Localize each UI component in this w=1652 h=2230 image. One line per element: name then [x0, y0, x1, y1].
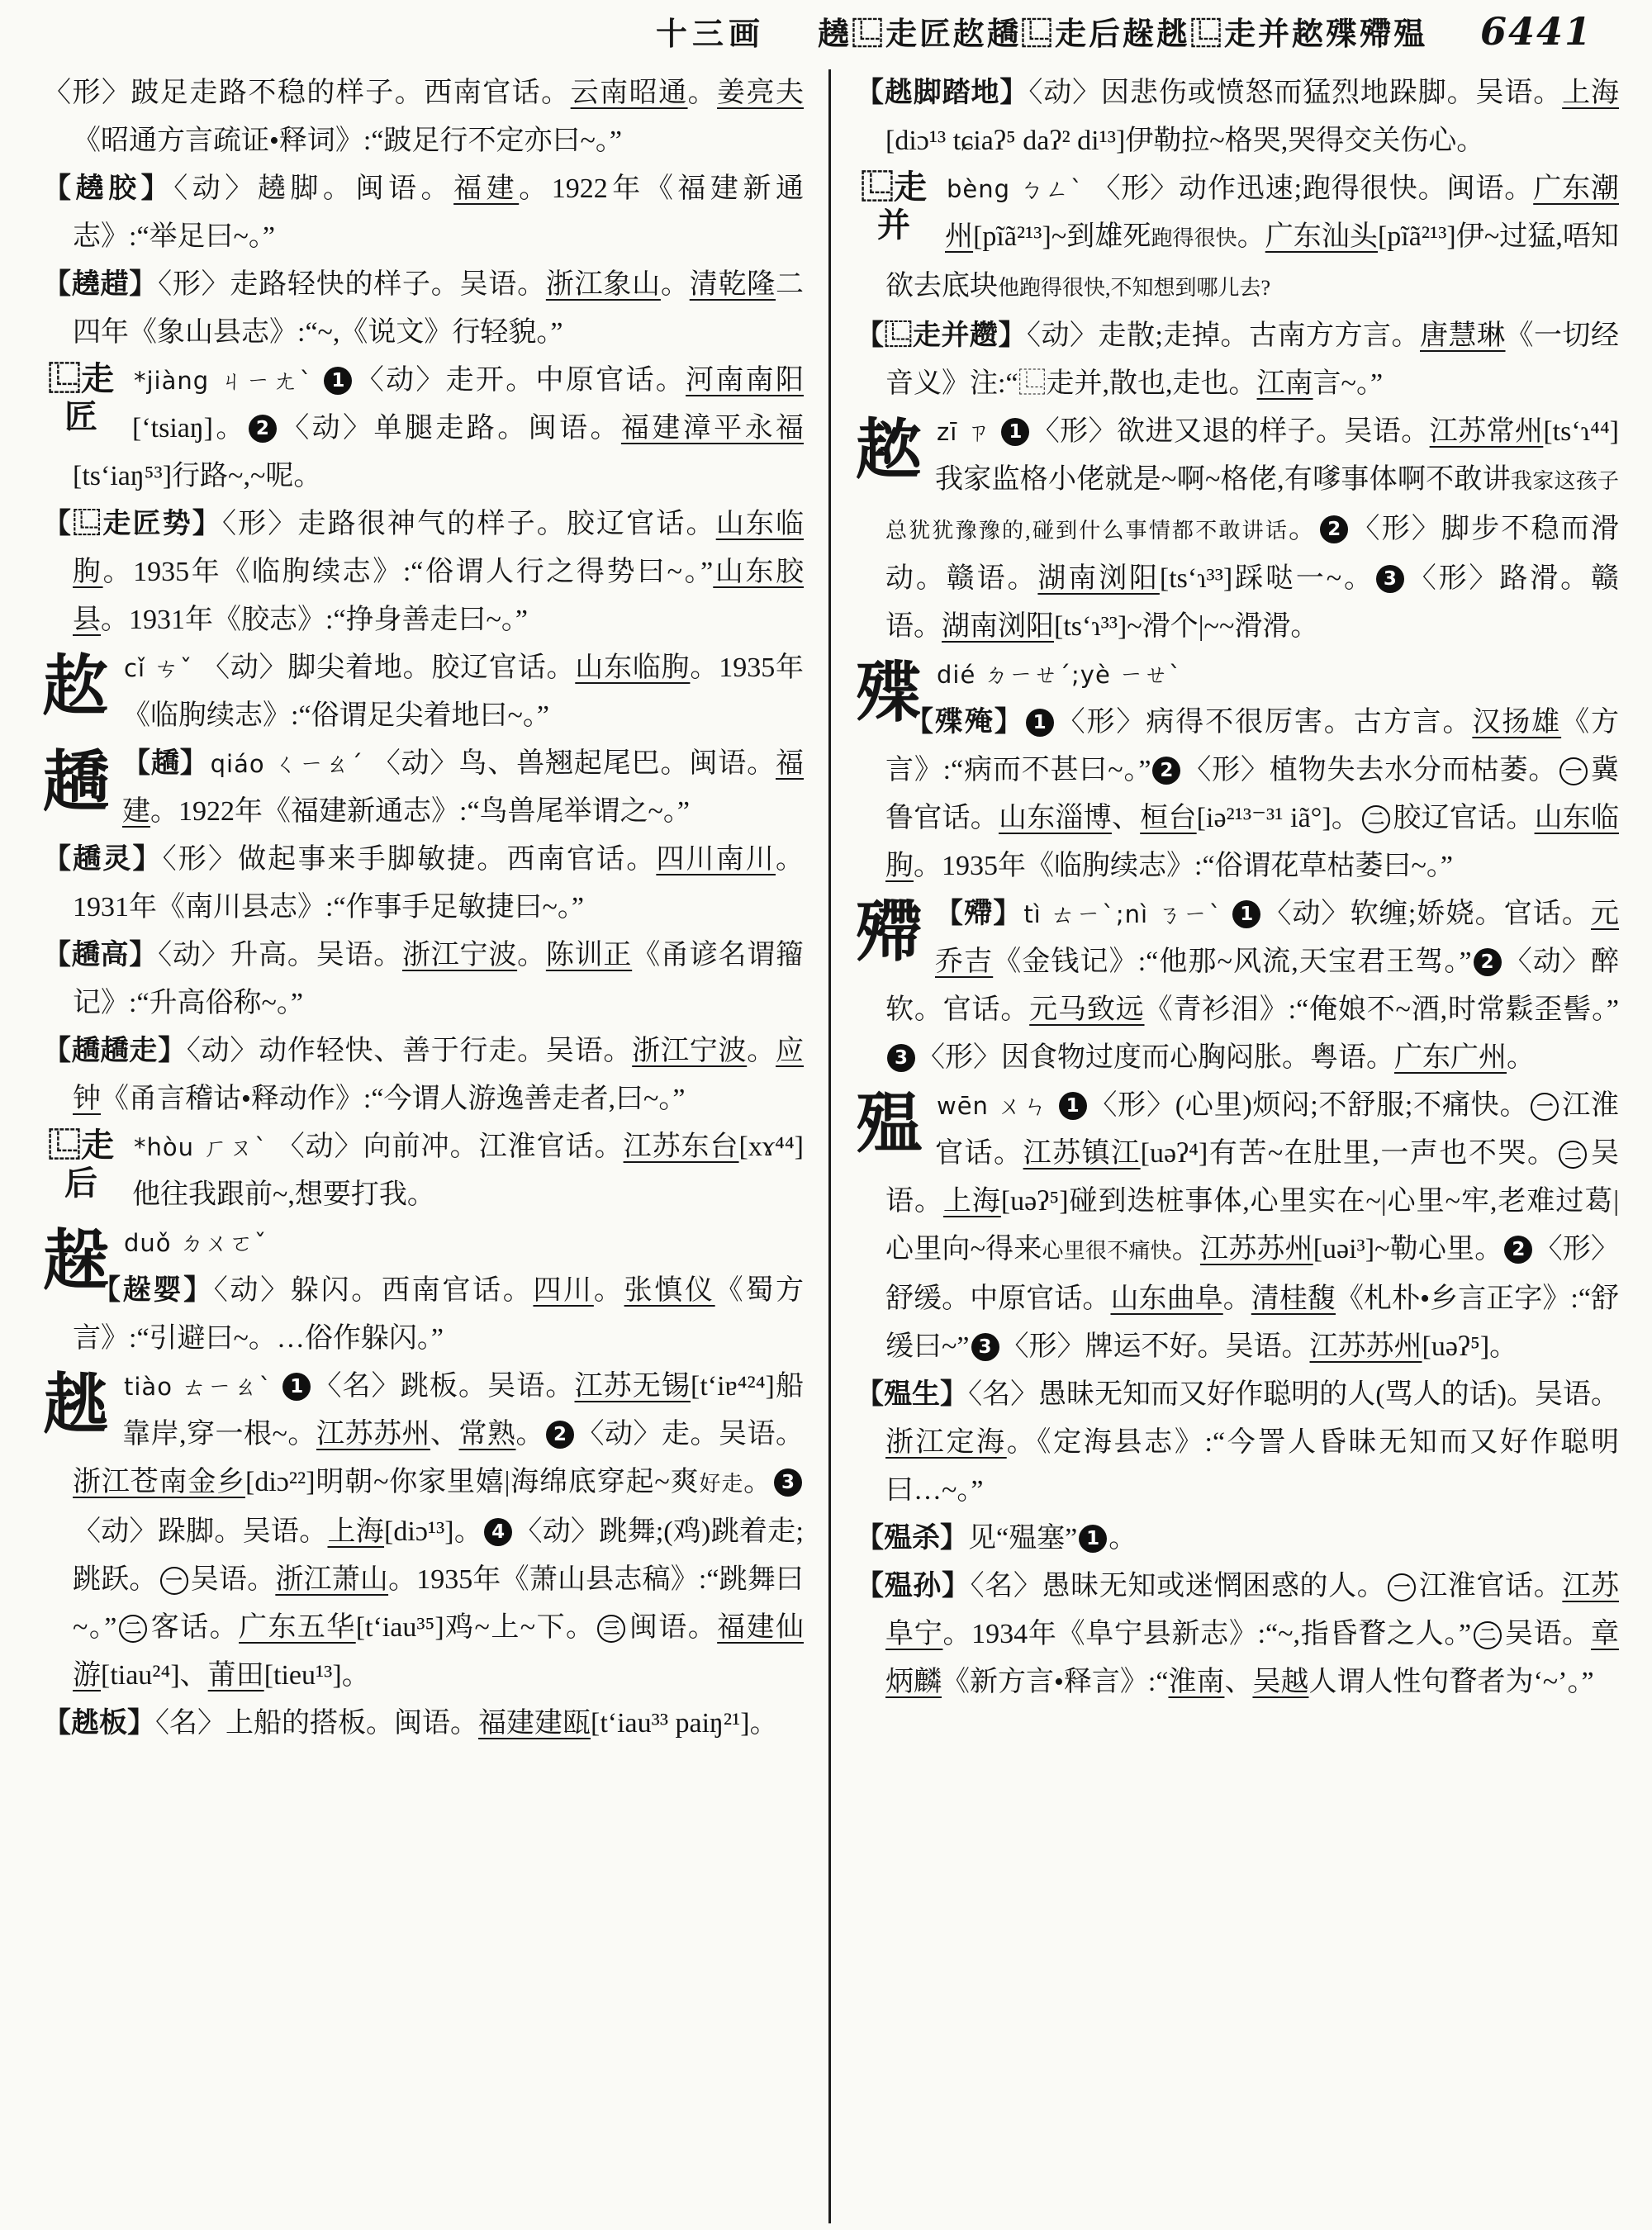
proper-noun: 河南南阳	[686, 365, 804, 396]
dictionary-entry: 【殟生】〈名〉愚昧无知而又好作聪明的人(骂人的话)。吴语。浙江定海。《定海县志》:“今詈人昏昧无知而又好作聪明曰…~。”	[856, 1379, 1619, 1506]
proper-noun: 吴越	[1252, 1667, 1309, 1697]
proper-noun: 浙江苍南金乡	[73, 1467, 245, 1497]
left-column	[43, 69, 831, 2223]
pronunciation: qiáo ㄑㄧㄠˊ	[210, 750, 364, 778]
proper-noun: 桓台	[1140, 803, 1197, 833]
proper-noun: 常熟	[458, 1419, 516, 1450]
pronunciation: *jiàng ㄐㄧㄤˋ	[134, 367, 315, 395]
proper-noun: 江苏苏州	[316, 1419, 430, 1450]
gloss-note: 他跑得很快,不知想到哪儿去?	[998, 276, 1271, 300]
proper-noun: 清桂馥	[1251, 1283, 1336, 1314]
sense-number-badge: 2	[546, 1421, 574, 1449]
compound-headword: 【趓婴】	[93, 1275, 214, 1306]
compound-headword: 【⿺走并趱】	[856, 320, 1028, 351]
dictionary-entry: 赼cǐ ㄘˇ 〈动〉脚尖着地。胶辽官话。山东临朐。1935年《临朐续志》:“俗谓足尖着地曰~。”	[43, 644, 804, 740]
dictionary-entry: 殢 【殢】tì ㄊㄧˋ;nì ㄋㄧˋ 1 〈动〉软缠;娇娆。官话。元乔吉《金钱记》:“他那~风流,天宝君王驾。” 2 〈动〉醉软。官话。元马致远《青衫泪》:“俺娘不~酒,时常鬏歪髻。”3 〈形〉因食物过度而心胸闷胀。粤语。广东广州。	[856, 890, 1619, 1082]
proper-noun: 上海	[327, 1516, 385, 1547]
pronunciation: *hòu ㄏㄡˋ	[134, 1133, 268, 1161]
subsense-number-badge: 一	[1388, 1573, 1416, 1601]
sense-number-badge: 2	[249, 415, 277, 443]
sense-number-badge: 2	[1504, 1236, 1532, 1264]
proper-noun: 浙江定海	[885, 1427, 1007, 1458]
sense-number-badge: 3	[887, 1044, 915, 1072]
headword-index: 趬⿺走匠赼趫⿺走后趓趒⿺走并趑殜殢殟	[817, 17, 1427, 52]
compound-headword: 【趒板】	[43, 1708, 155, 1739]
proper-noun: 云南昭通	[570, 78, 688, 108]
compound-headword: 【趒脚踏地】	[856, 78, 1029, 108]
sense-number-badge: 1	[282, 1373, 311, 1401]
sense-number-badge: 1	[324, 367, 352, 395]
pronunciation: zī ㄗ	[937, 418, 992, 446]
dictionary-entry: ⿺走匠 *jiàng ㄐㄧㄤˋ 1 〈动〉走开。中原官话。河南南阳[ʻtsiaŋ]。 2 〈动〉单腿走路。闽语。福建漳平永福[tsʻiaŋ⁵³]行路~,~呢。	[43, 357, 804, 501]
pronunciation: wēn ㄨㄣ	[937, 1092, 1049, 1120]
proper-noun: 山东临朐	[73, 509, 805, 587]
subsense-number-badge: 二	[1559, 1141, 1587, 1169]
dictionary-entry: 【趫灵】〈形〉做起事来手脚敏捷。西南官话。四川南川。1931年《南川县志》:“作事手足敏捷曰~。”	[43, 844, 804, 923]
subsense-number-badge: 二	[119, 1615, 147, 1643]
headword-character: 殜	[856, 657, 922, 730]
compound-headword: 【趫趫走】	[43, 1036, 187, 1066]
stroke-section-label: 十三画	[655, 17, 765, 52]
proper-noun: 山东胶县	[73, 557, 805, 635]
headword-variant: 【趫】	[122, 748, 209, 779]
proper-noun: 广东潮州	[945, 173, 1619, 252]
proper-noun: 清乾隆	[689, 269, 776, 300]
dictionary-entry: 【趬趞】〈形〉走路轻快的样子。吴语。浙江象山。清乾隆二四年《象山县志》:“~,《说文》行轻貌。”	[43, 269, 805, 348]
subsense-number-badge: 一	[1531, 1093, 1559, 1121]
pronunciation: bèng ㄅㄥˋ	[947, 175, 1085, 203]
proper-noun: 福建漳平永福	[620, 413, 805, 444]
headword-variant: 【殢】	[935, 899, 1023, 929]
proper-noun: 陈训正	[545, 940, 633, 970]
proper-noun: 江苏镇江	[1023, 1138, 1141, 1169]
proper-noun: 湖南浏阳	[1037, 563, 1160, 594]
sense-number-badge: 3	[774, 1468, 802, 1497]
headword-character: 殟	[856, 1089, 922, 1161]
proper-noun: 广东汕头	[1265, 221, 1378, 252]
proper-noun: 上海	[1562, 78, 1619, 108]
dictionary-entry: 【趒脚踏地】〈动〉因悲伤或愤怒而猛烈地跺脚。吴语。上海[diɔ¹³ tɕiaʔ⁵ daʔ² di¹³]伊勒拉~格哭,哭得交关伤心。	[856, 78, 1619, 156]
dictionary-entry: 趑zī ㄗ 1 〈形〉欲进又退的样子。吴语。江苏常州[tsʻɿ⁴⁴]我家监格小佬就是~啊~格佬,有嗲事体啊不敢讲我家这孩子总犹犹豫豫的,碰到什么事情都不敢讲话。 2 〈形〉脚步不稳而滑动。赣语。湖南浏阳[tsʻɿ³³]踩哒一~。 3 〈形〉路滑。赣语。湖南浏阳[tsʻɿ³³]~滑个|~~滑滑。	[856, 408, 1619, 651]
pronunciation: tiào ㄊㄧㄠˋ	[124, 1373, 273, 1401]
dictionary-entry: 【⿺走匠势】〈形〉走路很神气的样子。胶辽官话。山东临朐。1935年《临朐续志》:“俗谓人行之得势曰~。”山东胶县。1931年《胶志》:“挣身善走曰~。”	[43, 509, 805, 635]
compound-headword: 【趬趞】	[43, 269, 159, 300]
proper-noun: 姜亮夫	[717, 78, 805, 108]
proper-noun: 江南	[1256, 368, 1313, 399]
pronunciation: dié ㄉㄧㄝˊ;yè ㄧㄝˋ	[937, 661, 1182, 689]
dictionary-entry: 〈形〉跛足走路不稳的样子。西南官话。云南昭通。姜亮夫《昭通方言疏证•释词》:“跛足行不定亦曰~。”	[43, 78, 805, 156]
sense-number-badge: 1	[1079, 1525, 1107, 1553]
headword-character: 赼	[43, 651, 109, 724]
dictionary-entry: 【趬胶】〈动〉趬脚。闽语。福建。1922年《福建新通志》:“举足曰~。”	[43, 173, 805, 252]
proper-noun: 张慎仪	[624, 1275, 715, 1306]
proper-noun: 广东广州	[1394, 1042, 1507, 1073]
compound-headword: 【殟生】	[856, 1379, 969, 1410]
headword-character: 趑	[856, 415, 922, 487]
proper-noun: 元马致远	[1029, 994, 1145, 1025]
headword-character: ⿺走匠	[48, 360, 114, 435]
dictionary-entry: ⿺走后 *hòu ㄏㄡˋ 〈动〉向前冲。江淮官话。江苏东台[xɤ⁴⁴]他往我跟前~,想要打我。	[43, 1123, 804, 1219]
proper-noun: 唐慧琳	[1420, 320, 1506, 351]
gloss-note: 跑得很快	[1151, 226, 1237, 250]
compound-headword: 【趫高】	[43, 940, 159, 970]
sense-number-badge: 4	[484, 1518, 512, 1546]
proper-noun: 四川	[533, 1275, 594, 1306]
sense-number-badge: 2	[1320, 515, 1348, 543]
compound-headword: 【殜殗】	[905, 707, 1024, 738]
proper-noun: 浙江宁波	[632, 1036, 748, 1066]
dictionary-entry: 【⿺走并趱】〈动〉走散;走掉。古南方方言。唐慧琳《一切经音义》注:“⿺走并,散也,走也。江南言~。”	[856, 320, 1619, 399]
dictionary-entry: 【殟杀】见“殟塞” 1 。	[856, 1523, 1137, 1554]
proper-noun: 浙江象山	[545, 269, 661, 300]
proper-noun: 上海	[942, 1186, 1001, 1217]
headword-character: 趫	[43, 747, 109, 819]
subsense-number-badge: 二	[1362, 805, 1390, 833]
sense-number-badge: 3	[1376, 565, 1404, 593]
compound-headword: 【殟孙】	[856, 1571, 971, 1601]
subsense-number-badge: 三	[597, 1615, 625, 1643]
compound-headword: 【趫灵】	[43, 844, 163, 875]
proper-noun: 江苏苏州	[1309, 1331, 1422, 1362]
gloss-note: 好走	[699, 1472, 744, 1496]
proper-noun: 元乔吉	[935, 899, 1619, 977]
sense-number-badge: 2	[1152, 757, 1180, 785]
proper-noun: 湖南浏阳	[942, 611, 1054, 642]
proper-noun: 汉扬雄	[1472, 707, 1562, 738]
dictionary-entry: 【趫高】〈动〉升高。吴语。浙江宁波。陈训正《甬谚名谓籀记》:“升高俗称~。”	[43, 940, 805, 1018]
proper-noun: 应钟	[73, 1036, 805, 1114]
proper-noun: 福建仙游	[73, 1612, 804, 1691]
dictionary-entry: 趫 【趫】qiáo ㄑㄧㄠˊ 〈动〉鸟、兽翘起尾巴。闽语。福建。1922年《福建新通志》:“鸟兽尾举谓之~。”	[43, 740, 804, 836]
proper-noun: 山东临朐	[575, 652, 691, 683]
proper-noun: 福建	[453, 173, 520, 204]
headword-character: 殢	[856, 897, 922, 970]
sense-number-badge: 1	[1001, 418, 1029, 446]
headword-character: ⿺走后	[48, 1127, 114, 1202]
proper-noun: 江苏阜宁	[885, 1571, 1619, 1649]
subsense-number-badge: 一	[1559, 757, 1588, 785]
dictionary-entry: 【殟孙】〈名〉愚昧无知或迷惘困惑的人。 一 江淮官话。江苏阜宁。1934年《阜宁县新志》:“~,指昏瞀之人。” 二 吴语。章炳麟《新方言•释言》:“淮南、吴越人谓人性句瞀者为‘~’。”	[856, 1571, 1619, 1697]
dictionary-entry: 【殜殗】 1 〈形〉病得不很厉害。古方言。汉扬雄《方言》:“病而不甚曰~。” 2 〈形〉植物失去水分而枯萎。 一 冀鲁官话。山东淄博、桓台[iə²¹³⁻³¹ iã°]。 二 胶辽官话。山东临朐。1935年《临朐续志》:“俗谓花草枯萎曰~。”	[885, 707, 1619, 881]
pronunciation: cǐ ㄘˇ	[124, 654, 194, 682]
proper-noun: 福建建瓯	[478, 1708, 591, 1739]
sense-number-badge: 1	[1026, 709, 1054, 737]
dictionary-entry: 【趫趫走】〈动〉动作轻快、善于行走。吴语。浙江宁波。应钟《甬言稽诂•释动作》:“今谓人游逸善走者,曰~。”	[43, 1036, 805, 1114]
subsense-number-badge: 二	[1474, 1621, 1502, 1649]
headword-character: 趒	[43, 1369, 109, 1442]
page-header	[0, 8, 1593, 54]
proper-noun: 浙江宁波	[402, 940, 518, 970]
proper-noun: 莆田	[207, 1660, 264, 1691]
proper-noun: 山东淄博	[998, 803, 1112, 833]
dictionary-entry: 【趒板】〈名〉上船的搭板。闽语。福建建瓯[tʻiau³³ paiŋ²¹]。	[43, 1708, 778, 1739]
dictionary-entry: 殟wēn ㄨㄣ 1 〈形〉(心里)烦闷;不舒服;不痛快。 一 江淮官话。江苏镇江[uəʔ⁴]有苦~在肚里,一声也不哭。 二 吴语。上海[uəʔ⁵]碰到迭桩事体,心里实在~|心里~牢,老难过葛|心里向~得来心里很不痛快。江苏苏州[uəi³]~勒心里。 2 〈形〉舒缓。中原官话。山东曲阜。清桂馥《札朴•乡言正字》:“舒缓曰~” 3 〈形〉牌运不好。吴语。江苏苏州[uəʔ⁵]。	[856, 1082, 1619, 1371]
dictionary-entry: ⿺走并 bèng ㄅㄥˋ 〈形〉动作迅速;跑得很快。闽语。广东潮州[pĩã²¹³]~到雄死跑得很快。广东汕头[pĩã²¹³]伊~过猛,唔知欲去底块他跑得很快,不知想到哪儿去?	[856, 165, 1619, 312]
dictionary-entry: 趒tiào ㄊㄧㄠˋ 1 〈名〉跳板。吴语。江苏无锡[tʻiɐ⁴²⁴]船靠岸,穿一根~。江苏苏州、常熟。 2 〈动〉走。吴语。浙江苍南金乡[diɔ²²]明朝~你家里嬉|海绵底穿起~爽好走。 3〈动〉跺脚。吴语。上海[diɔ¹³]。 4 〈动〉跳舞;(鸡)跳着走;跳跃。 一 吴语。浙江萧山。1935年《萧山县志稿》:“跳舞曰~。” 二 客话。广东五华[tʻiau³⁵]鸡~上~下。 三 闽语。福建仙游[tiau²⁴]、莆田[tieu¹³]。	[43, 1363, 804, 1700]
sense-number-badge: 1	[1059, 1092, 1087, 1120]
proper-noun: 江苏无锡	[574, 1371, 691, 1402]
gloss-note: 心里很不痛快	[1042, 1239, 1172, 1263]
proper-noun: 江苏苏州	[1199, 1234, 1313, 1264]
page-number: 6441	[1479, 9, 1593, 54]
text-columns	[43, 69, 1619, 2223]
gloss-note: 我家这孩子总犹犹豫豫的,碰到什么事情都不敢讲话	[885, 469, 1619, 543]
compound-headword: 【趬胶】	[43, 173, 174, 204]
right-column	[831, 69, 1619, 2223]
proper-noun: 山东临朐	[885, 803, 1619, 881]
proper-noun: 江苏东台	[623, 1132, 739, 1162]
proper-noun: 广东五华	[239, 1612, 356, 1643]
sense-number-badge: 1	[1232, 900, 1260, 928]
proper-noun: 章炳麟	[885, 1619, 1619, 1697]
proper-noun: 福建	[122, 748, 805, 827]
proper-noun: 淮南	[1168, 1667, 1225, 1697]
sense-number-badge: 2	[1474, 948, 1502, 976]
pronunciation: duǒ ㄉㄨㄛˇ	[124, 1229, 268, 1257]
proper-noun: 四川南川	[656, 844, 776, 875]
pronunciation: tì ㄊㄧˋ;nì ㄋㄧˋ	[1023, 900, 1223, 928]
dictionary-entry: 【趓婴】〈动〉躲闪。西南官话。四川。张慎仪《蜀方言》:“引避曰~。…俗作躲闪。”	[73, 1275, 805, 1354]
headword-character: ⿺走并	[861, 168, 927, 244]
proper-noun: 江苏常州	[1429, 416, 1544, 447]
subsense-number-badge: 一	[160, 1567, 188, 1595]
proper-noun: 山东曲阜	[1110, 1283, 1223, 1314]
headword-character: 趓	[43, 1226, 109, 1298]
sense-number-badge: 3	[971, 1333, 999, 1361]
proper-noun: 浙江萧山	[275, 1564, 389, 1595]
compound-headword: 【⿺走匠势】	[43, 509, 222, 539]
compound-headword: 【殟杀】	[856, 1523, 968, 1554]
